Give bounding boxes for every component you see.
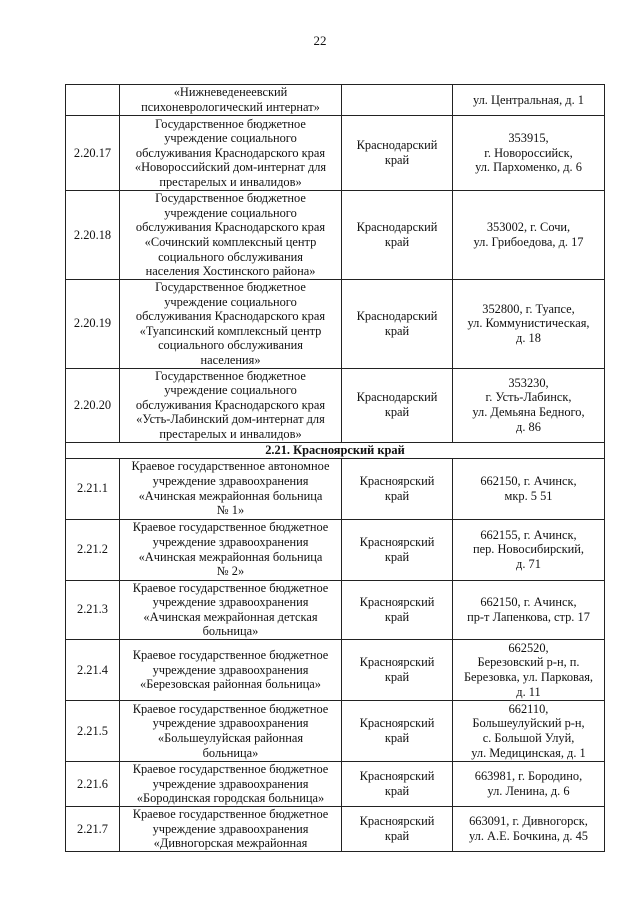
address-line: ул. Коммунистическая, bbox=[467, 316, 590, 331]
row-number: 2.21.1 bbox=[66, 458, 120, 519]
institution-name-line: «Ачинская межрайонная больница bbox=[138, 549, 323, 564]
institution-name-line: Краевое государственное бюджетное bbox=[132, 648, 329, 663]
table-row bbox=[66, 700, 605, 761]
region-line: край bbox=[384, 609, 410, 624]
table-row bbox=[66, 368, 605, 442]
institution-name-line: № 2» bbox=[216, 564, 245, 579]
row-number: 2.21.3 bbox=[66, 580, 120, 639]
institution-name-line: «Большеулуйская районная bbox=[157, 730, 304, 745]
region bbox=[342, 191, 453, 280]
region-line: Красноярский bbox=[359, 716, 435, 731]
institution-name bbox=[120, 280, 342, 369]
address-line: д. 71 bbox=[516, 556, 541, 571]
region-line: Краснодарский bbox=[356, 309, 438, 324]
table-row bbox=[66, 280, 605, 369]
address bbox=[453, 280, 605, 369]
row-number: 2.21.7 bbox=[66, 806, 120, 851]
institution-name-line: Краевое государственное бюджетное bbox=[132, 520, 329, 535]
institution-name-line: учреждение здравоохранения bbox=[152, 534, 309, 549]
region bbox=[342, 700, 453, 761]
institution-name bbox=[120, 639, 342, 700]
address-line: ул. Демьяна Бедного, bbox=[472, 405, 585, 420]
region bbox=[342, 806, 453, 851]
table-row bbox=[66, 806, 605, 851]
address-line: д. 86 bbox=[516, 419, 541, 434]
region-line: край bbox=[384, 488, 410, 503]
page-number: 22 bbox=[313, 33, 327, 48]
institution-name bbox=[120, 519, 342, 580]
region-line: край bbox=[384, 153, 410, 167]
institution-name bbox=[120, 116, 342, 191]
address bbox=[453, 519, 605, 580]
row-number: 2.20.18 bbox=[66, 191, 120, 280]
institution-name-line: обслуживания Краснодарского края bbox=[135, 309, 326, 324]
region-line: Красноярский bbox=[359, 595, 435, 610]
address bbox=[453, 85, 605, 116]
institutions-table bbox=[65, 84, 605, 852]
region-line: Краснодарский bbox=[356, 390, 438, 405]
row-number: 2.21.4 bbox=[66, 639, 120, 700]
institution-name-line: Государственное бюджетное bbox=[155, 280, 306, 294]
address bbox=[453, 639, 605, 700]
address-line: д. 18 bbox=[516, 331, 541, 346]
institution-name bbox=[120, 368, 342, 442]
region bbox=[342, 116, 453, 191]
region bbox=[342, 368, 453, 442]
institution-name-line: Краевое государственное бюджетное bbox=[132, 701, 329, 716]
address-line: д. 11 bbox=[516, 684, 541, 699]
row-number: 2.20.19 bbox=[66, 280, 120, 369]
address-line: г. Усть-Лабинск, bbox=[485, 390, 572, 405]
institution-name-line: «Дивногорская межрайонная bbox=[153, 836, 308, 851]
institution-name-line: «Усть-Лабинский дом-интернат для bbox=[136, 412, 325, 427]
address-line: 663981, г. Бородино, bbox=[474, 769, 583, 784]
institution-name-line: Государственное бюджетное bbox=[155, 191, 306, 206]
institution-name-line: учреждение социального bbox=[164, 131, 297, 146]
address bbox=[453, 580, 605, 639]
institution-name-line: «Нижневеденеевский bbox=[173, 85, 288, 100]
institution-name-line: Краевое государственное автономное bbox=[131, 459, 330, 474]
address bbox=[453, 191, 605, 280]
table-row bbox=[66, 458, 605, 519]
address bbox=[453, 458, 605, 519]
table-row bbox=[66, 639, 605, 700]
institutions-table-body bbox=[66, 85, 605, 852]
institution-name-line: социального обслуживания bbox=[158, 338, 303, 353]
institution-name bbox=[120, 700, 342, 761]
institution-name-line: учреждение социального bbox=[164, 383, 297, 398]
region-line: край bbox=[384, 323, 410, 338]
institution-name-line: учреждение здравоохранения bbox=[152, 821, 309, 836]
institution-name-line: Государственное бюджетное bbox=[155, 368, 306, 383]
institution-name-line: учреждение социального bbox=[164, 294, 297, 309]
row-number: 2.21.5 bbox=[66, 700, 120, 761]
region bbox=[342, 580, 453, 639]
address-line: 662150, г. Ачинск, bbox=[480, 595, 577, 610]
institution-name-line: Государственное бюджетное bbox=[155, 116, 306, 131]
institution-name bbox=[120, 806, 342, 851]
address-line: пр-т Лапенкова, стр. 17 bbox=[467, 609, 590, 624]
institution-name-line: больница» bbox=[202, 624, 259, 639]
institution-name-line: № 1» bbox=[216, 503, 245, 518]
region bbox=[342, 280, 453, 369]
region-line: край bbox=[384, 828, 410, 843]
institution-name-line: населения Хостинского района» bbox=[145, 264, 316, 279]
table-row bbox=[66, 191, 605, 280]
institution-name-line: «Ачинская межрайонная детская bbox=[143, 609, 318, 624]
row-number: 2.21.2 bbox=[66, 519, 120, 580]
address-line: Березовка, ул. Парковая, bbox=[463, 669, 594, 684]
address-line: ул. А.Е. Бочкина, д. 45 bbox=[469, 828, 588, 843]
institution-name-line: учреждение здравоохранения bbox=[152, 473, 309, 488]
address bbox=[453, 761, 605, 806]
region-line: край bbox=[384, 783, 410, 798]
address-line: 352800, г. Туапсе, bbox=[482, 301, 575, 316]
institution-name-line: обслуживания Краснодарского края bbox=[135, 397, 326, 412]
region-line: Красноярский bbox=[359, 769, 435, 784]
region-line: край bbox=[384, 730, 410, 745]
institution-name-line: обслуживания Краснодарского края bbox=[135, 145, 326, 160]
address-line: ул. Центральная, д. 1 bbox=[472, 92, 585, 107]
region-line: край bbox=[384, 235, 410, 249]
institution-name-line: учреждение социального bbox=[164, 205, 297, 220]
region-line: Красноярский bbox=[359, 814, 435, 829]
region bbox=[342, 85, 453, 116]
section-title: 2.21. Красноярский край bbox=[66, 442, 605, 458]
institution-name-line: социального обслуживания bbox=[158, 249, 303, 264]
address-line: 663091, г. Дивногорск, bbox=[469, 814, 588, 829]
institution-name-line: населения» bbox=[200, 352, 261, 367]
address-line: ул. Медицинская, д. 1 bbox=[471, 745, 586, 760]
region-line: край bbox=[384, 669, 410, 684]
region bbox=[342, 519, 453, 580]
region-line: Красноярский bbox=[359, 534, 435, 549]
address-line: ул. Ленина, д. 6 bbox=[487, 783, 570, 798]
table-row bbox=[66, 519, 605, 580]
region-line: Красноярский bbox=[359, 473, 435, 488]
address-line: 353915, bbox=[508, 131, 549, 146]
region bbox=[342, 458, 453, 519]
institution-name-line: престарелых и инвалидов» bbox=[159, 426, 302, 441]
row-number: 2.20.17 bbox=[66, 116, 120, 191]
address-line: ул. Грибоедова, д. 17 bbox=[473, 235, 584, 249]
institution-name-line: «Новороссийский дом-интернат для bbox=[134, 160, 327, 175]
institution-name-line: «Бородинская городская больница» bbox=[136, 791, 325, 806]
row-number: 2.20.20 bbox=[66, 368, 120, 442]
institution-name-line: престарелых и инвалидов» bbox=[159, 174, 302, 189]
institution-name-line: «Туапсинский комплексный центр bbox=[139, 323, 322, 338]
institution-name-line: Краевое государственное бюджетное bbox=[132, 580, 329, 595]
address-line: пер. Новосибирский, bbox=[472, 542, 585, 557]
region bbox=[342, 639, 453, 700]
table-row bbox=[66, 761, 605, 806]
address-line: мкр. 5 51 bbox=[504, 488, 553, 503]
address-line: ул. Пархоменко, д. 6 bbox=[475, 160, 582, 175]
address bbox=[453, 806, 605, 851]
institution-name-line: психоневрологический интернат» bbox=[141, 100, 320, 114]
institution-name-line: Краевое государственное бюджетное bbox=[132, 807, 329, 822]
institution-name-line: больница» bbox=[202, 745, 259, 760]
address-line: 353002, г. Сочи, bbox=[486, 220, 571, 235]
section-header-row bbox=[66, 442, 605, 458]
institution-name bbox=[120, 458, 342, 519]
address-line: 662520, bbox=[508, 640, 549, 655]
region bbox=[342, 761, 453, 806]
institution-name-line: учреждение здравоохранения bbox=[152, 662, 309, 677]
institution-name-line: «Сочинский комплексный центр bbox=[144, 235, 317, 249]
table-row bbox=[66, 85, 605, 116]
address bbox=[453, 700, 605, 761]
institution-name-line: учреждение здравоохранения bbox=[152, 776, 309, 791]
row-number bbox=[66, 85, 120, 116]
address-line: Большеулуйский р-н, bbox=[472, 716, 585, 731]
address-line: 353230, bbox=[508, 375, 549, 390]
institution-name-line: учреждение здравоохранения bbox=[152, 595, 309, 610]
address bbox=[453, 116, 605, 191]
region-line: Краснодарский bbox=[356, 138, 438, 153]
institution-name-line: Краевое государственное бюджетное bbox=[132, 762, 329, 777]
address-line: г. Новороссийск, bbox=[484, 145, 573, 160]
institution-name bbox=[120, 761, 342, 806]
region-line: Красноярский bbox=[359, 655, 435, 670]
institution-name bbox=[120, 580, 342, 639]
address bbox=[453, 368, 605, 442]
table-row bbox=[66, 580, 605, 639]
address-line: 662110, bbox=[508, 701, 549, 716]
institution-name bbox=[120, 85, 342, 116]
region-line: край bbox=[384, 405, 410, 420]
region-line: Краснодарский bbox=[356, 220, 438, 235]
address-line: с. Большой Улуй, bbox=[482, 730, 575, 745]
table-row bbox=[66, 116, 605, 191]
institution-name-line: «Березовская районная больница» bbox=[140, 677, 321, 692]
institution-name-line: «Ачинская межрайонная больница bbox=[138, 488, 323, 503]
region-line: край bbox=[384, 549, 410, 564]
address-line: 662150, г. Ачинск, bbox=[480, 473, 577, 488]
row-number: 2.21.6 bbox=[66, 761, 120, 806]
address-line: 662155, г. Ачинск, bbox=[480, 527, 577, 542]
institution-name-line: учреждение здравоохранения bbox=[152, 716, 309, 731]
institution-name-line: обслуживания Краснодарского края bbox=[135, 220, 326, 235]
address-line: Березовский р-н, п. bbox=[477, 655, 580, 670]
institution-name bbox=[120, 191, 342, 280]
